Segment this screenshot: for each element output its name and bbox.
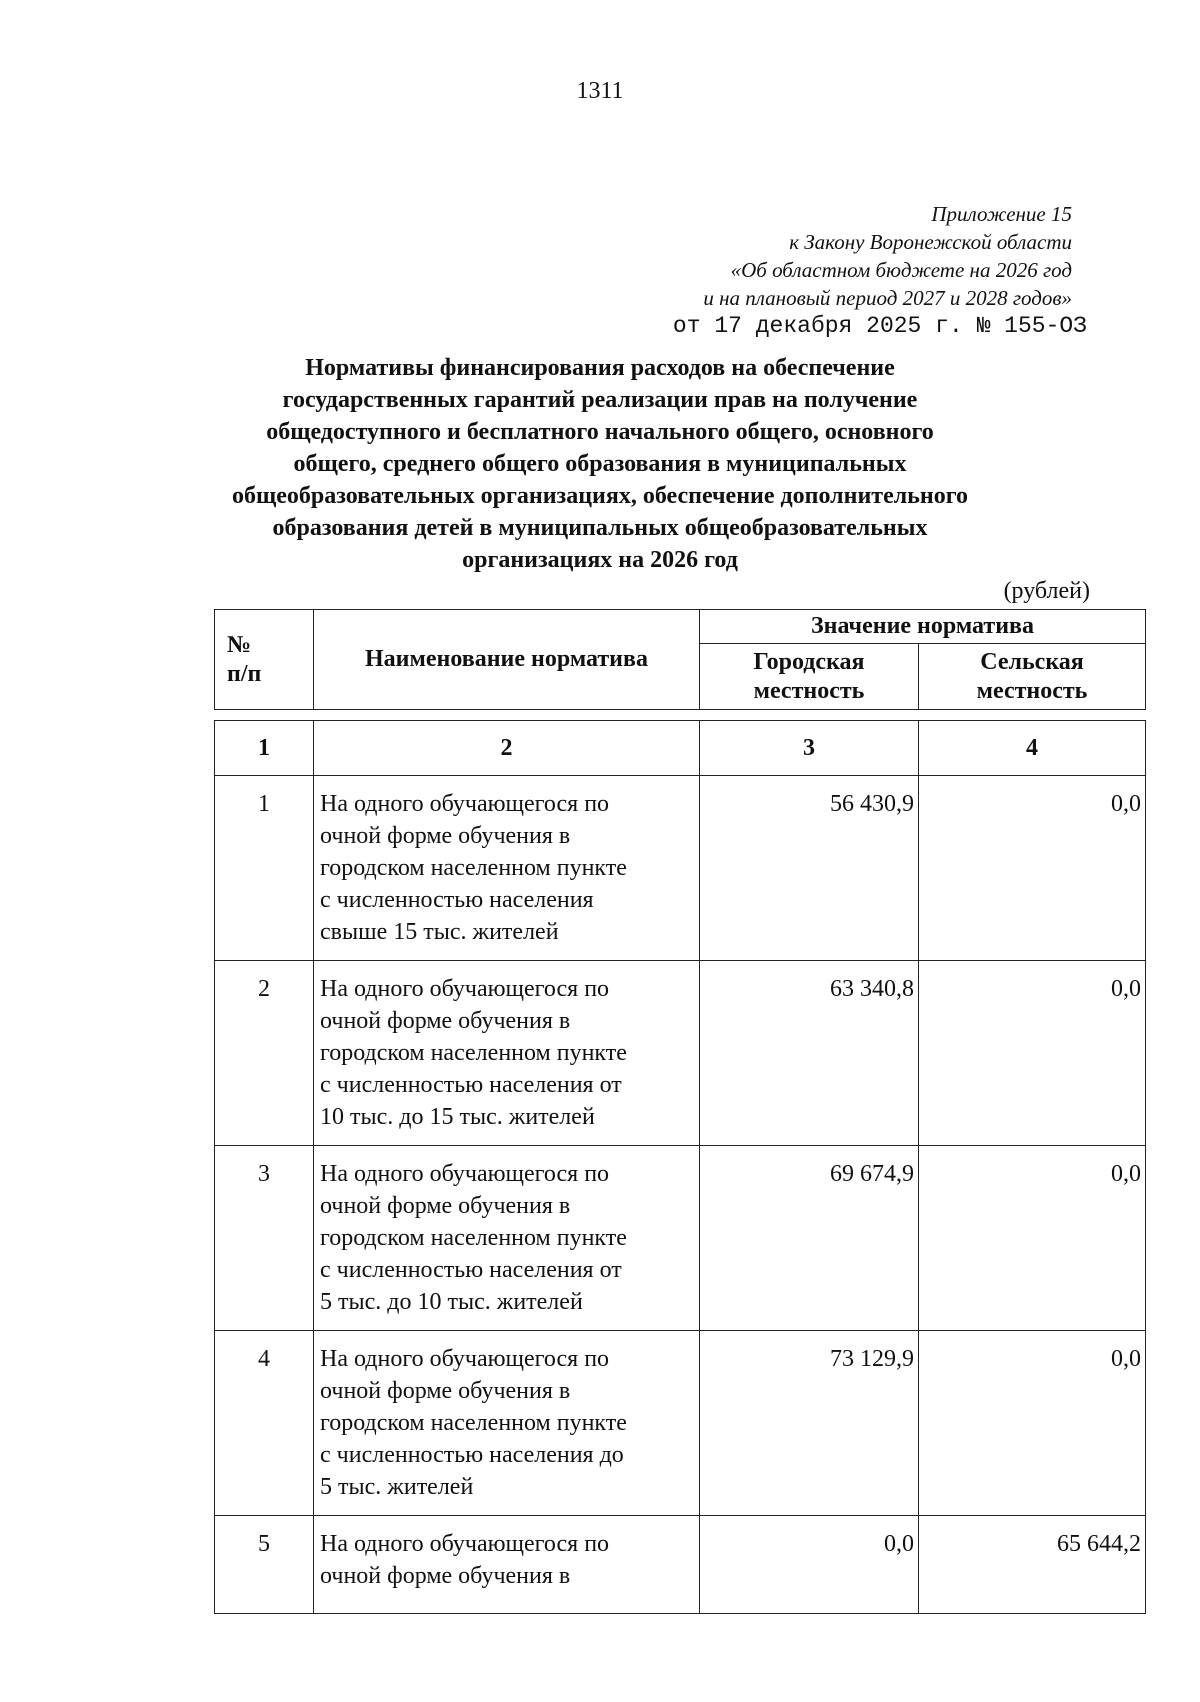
row-number: 2 bbox=[215, 961, 314, 1146]
column-index: 2 bbox=[314, 721, 700, 776]
row-name-line: очной форме обучения в bbox=[320, 1008, 571, 1034]
row-number: 5 bbox=[215, 1516, 314, 1614]
row-urban-value: 56 430,9 bbox=[700, 776, 919, 961]
row-number: 4 bbox=[215, 1331, 314, 1516]
header-number-abbr: п/п bbox=[227, 660, 262, 687]
header-urban-line: Городская bbox=[753, 648, 865, 675]
row-name-line: 5 тыс. до 10 тыс. жителей bbox=[320, 1289, 583, 1315]
page-number: 1311 bbox=[576, 78, 624, 104]
appendix-line: к Закону Воронежской области bbox=[789, 230, 1072, 254]
row-number: 3 bbox=[215, 1146, 314, 1331]
row-name bbox=[314, 1516, 700, 1614]
row-urban-value: 69 674,9 bbox=[700, 1146, 919, 1331]
table-row bbox=[215, 1146, 1146, 1331]
row-name-line: городском населенном пункте bbox=[320, 855, 627, 881]
title-line: государственных гарантий реализации прав на получение bbox=[282, 387, 918, 413]
title-line: общеобразовательных организациях, обеспечение дополнительного bbox=[231, 483, 969, 509]
appendix-line: и на плановый период 2027 и 2028 годов» bbox=[703, 286, 1072, 310]
law-date-stamp: от 17 декабря 2025 г. № 155-ОЗ bbox=[672, 313, 1087, 339]
row-rural-value: 0,0 bbox=[919, 1331, 1146, 1516]
row-rural-value: 0,0 bbox=[919, 776, 1146, 961]
row-number: 1 bbox=[215, 776, 314, 961]
row-rural-value: 65 644,2 bbox=[919, 1516, 1146, 1614]
row-rural-value: 0,0 bbox=[919, 1146, 1146, 1331]
row-rural-value: 0,0 bbox=[919, 961, 1146, 1146]
norms-table bbox=[214, 720, 1146, 1614]
row-name-line: городском населенном пункте bbox=[320, 1225, 627, 1251]
appendix-line: «Об областном бюджете на 2026 год bbox=[730, 258, 1072, 282]
title-line: общедоступного и бесплатного начального общего, основного bbox=[266, 419, 934, 445]
document-title bbox=[180, 352, 1020, 576]
header-urban bbox=[700, 644, 919, 710]
row-name bbox=[314, 1331, 700, 1516]
row-urban-value: 63 340,8 bbox=[700, 961, 919, 1146]
row-name-line: На одного обучающегося по bbox=[320, 791, 610, 817]
row-urban-value: 0,0 bbox=[700, 1516, 919, 1614]
row-name-line: свыше 15 тыс. жителей bbox=[320, 919, 559, 945]
units-label: (рублей) bbox=[1003, 578, 1090, 604]
title-line: общего, среднего общего образования в муниципальных bbox=[293, 451, 907, 477]
header-rural-line: местность bbox=[976, 677, 1088, 704]
row-name-line: городском населенном пункте bbox=[320, 1040, 627, 1066]
row-name-line: очной форме обучения в bbox=[320, 823, 571, 849]
table-row bbox=[215, 1516, 1146, 1614]
row-name-line: с численностью населения до bbox=[320, 1442, 624, 1468]
column-index: 4 bbox=[919, 721, 1146, 776]
row-name-line: с численностью населения от bbox=[320, 1072, 622, 1098]
row-name-line: 10 тыс. до 15 тыс. жителей bbox=[320, 1104, 595, 1130]
header-rural-line: Сельская bbox=[980, 648, 1084, 675]
header-number-symbol: № bbox=[227, 631, 252, 658]
header-urban-line: местность bbox=[753, 677, 865, 704]
row-name bbox=[314, 776, 700, 961]
row-name-line: очной форме обучения в bbox=[320, 1378, 571, 1404]
header-name: Наименование норматива bbox=[314, 610, 700, 710]
column-index: 3 bbox=[700, 721, 919, 776]
row-name-line: с численностью населения от bbox=[320, 1257, 622, 1283]
row-name-line: очной форме обучения в bbox=[320, 1563, 571, 1589]
row-name bbox=[314, 1146, 700, 1331]
header-value-group: Значение норматива bbox=[700, 610, 1146, 644]
row-name bbox=[314, 961, 700, 1146]
column-index-row bbox=[215, 721, 1146, 776]
row-name-line: На одного обучающегося по bbox=[320, 976, 610, 1002]
row-urban-value: 73 129,9 bbox=[700, 1331, 919, 1516]
header-number bbox=[215, 610, 314, 710]
table-row bbox=[215, 776, 1146, 961]
row-name-line: с численностью населения bbox=[320, 887, 594, 913]
appendix-reference bbox=[703, 200, 1072, 312]
row-name-line: городском населенном пункте bbox=[320, 1410, 627, 1436]
row-name-line: 5 тыс. жителей bbox=[320, 1474, 474, 1500]
appendix-line: Приложение 15 bbox=[931, 202, 1072, 226]
title-line: образования детей в муниципальных общеобразовательных bbox=[272, 515, 928, 541]
row-name-line: очной форме обучения в bbox=[320, 1193, 571, 1219]
table-row bbox=[215, 1331, 1146, 1516]
title-line: Нормативы финансирования расходов на обеспечение bbox=[305, 355, 895, 381]
title-line: организациях на 2026 год bbox=[462, 547, 738, 573]
table-header bbox=[214, 609, 1146, 710]
row-name-line: На одного обучающегося по bbox=[320, 1161, 610, 1187]
table-row bbox=[215, 961, 1146, 1146]
row-name-line: На одного обучающегося по bbox=[320, 1531, 610, 1557]
column-index: 1 bbox=[215, 721, 314, 776]
header-rural bbox=[919, 644, 1146, 710]
row-name-line: На одного обучающегося по bbox=[320, 1346, 610, 1372]
